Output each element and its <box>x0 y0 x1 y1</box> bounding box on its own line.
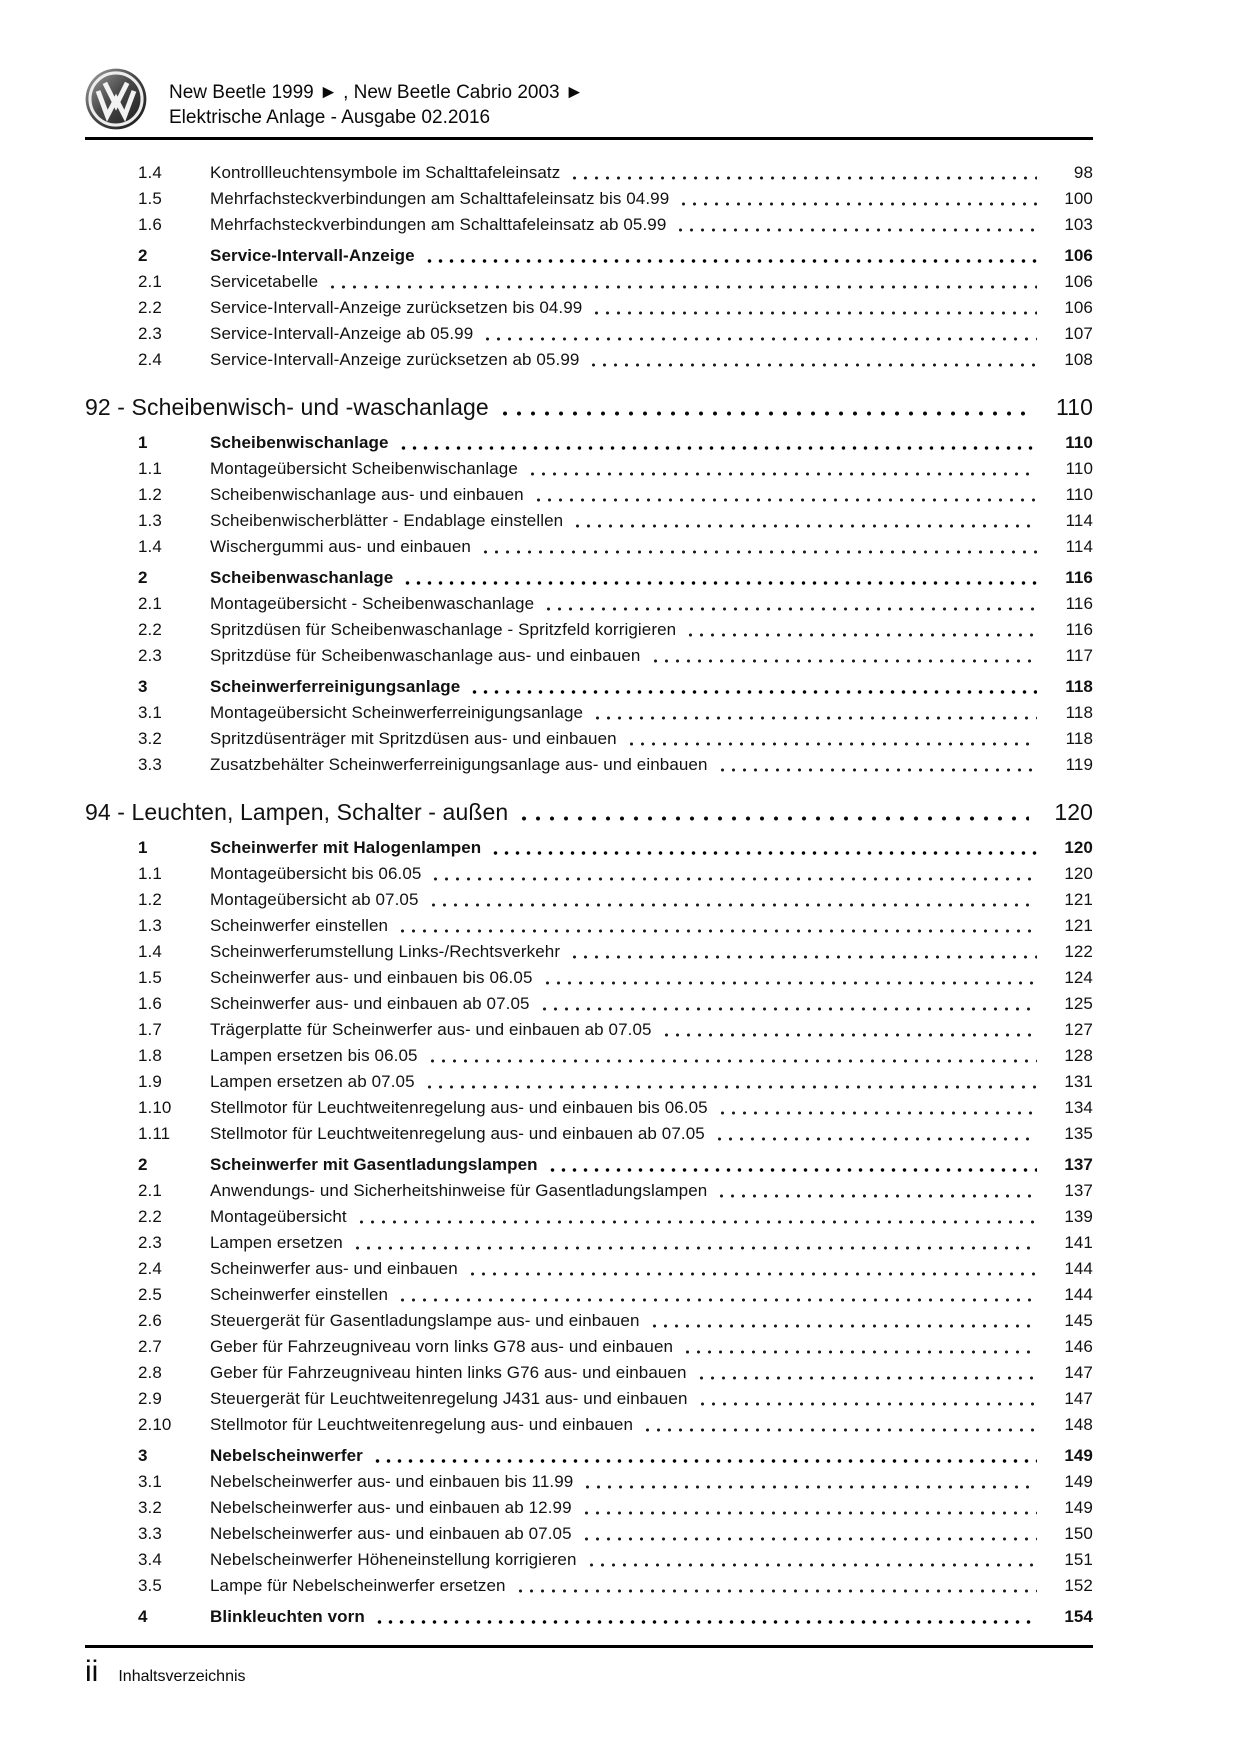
dot-leader <box>661 1017 1037 1043</box>
entry-title: Kontrollleuchtensymbole im Schalttafeleinsatz <box>210 163 561 182</box>
dot-leader <box>716 1178 1037 1204</box>
entry-page-number: 114 <box>1065 537 1093 556</box>
entry-number: 2.2 <box>138 1207 162 1226</box>
entry-page-number: 119 <box>1065 755 1093 774</box>
dot-leader <box>581 1521 1037 1547</box>
entry-page-number: 98 <box>1073 163 1093 182</box>
entry-number: 3.3 <box>138 755 162 774</box>
entry-page-number: 124 <box>1064 968 1093 987</box>
dot-leader <box>717 752 1037 778</box>
entry-page-number: 127 <box>1064 1020 1093 1039</box>
entry-page-number: 121 <box>1064 916 1093 935</box>
entry-number: 3.2 <box>138 1498 162 1517</box>
dot-leader <box>543 591 1037 617</box>
toc-entry <box>85 269 1093 295</box>
entry-title: Geber für Fahrzeugniveau hinten links G76 aus- und einbauen <box>210 1363 687 1382</box>
dot-leader <box>356 1204 1037 1230</box>
entry-number: 2.2 <box>138 298 162 317</box>
toc-entry <box>85 565 1093 591</box>
entry-title: Blinkleuchten vorn <box>210 1607 365 1626</box>
footer-page-number: ii <box>85 1655 99 1688</box>
toc-entry <box>85 1282 1093 1308</box>
entry-title: Scheinwerfer mit Gasentladungslampen <box>210 1155 538 1174</box>
entry-title: 94 - Leuchten, Lampen, Schalter - außen <box>85 799 509 825</box>
entry-number: 2.3 <box>138 324 162 343</box>
entry-page-number: 122 <box>1064 942 1093 961</box>
entry-number: 1.8 <box>138 1046 162 1065</box>
entry-number: 2 <box>138 246 148 265</box>
dot-leader <box>467 1256 1037 1282</box>
entry-title: Scheinwerfer mit Halogenlampen <box>210 838 482 857</box>
dot-leader <box>517 794 1029 830</box>
entry-number: 2.5 <box>138 1285 162 1304</box>
toc-chapter-entry <box>85 794 1093 830</box>
entry-number: 3 <box>138 1446 148 1465</box>
dot-leader <box>685 617 1037 643</box>
entry-number: 2.4 <box>138 1259 162 1278</box>
dot-leader <box>427 1043 1037 1069</box>
entry-number: 1.4 <box>138 163 162 182</box>
entry-page-number: 107 <box>1064 324 1093 343</box>
entry-title: Montageübersicht ab 07.05 <box>210 890 419 909</box>
toc-entry <box>85 1017 1093 1043</box>
dot-leader <box>581 1495 1037 1521</box>
page-header <box>85 68 1093 140</box>
entry-page-number: 106 <box>1064 272 1093 291</box>
toc-entry <box>85 1256 1093 1282</box>
entry-title: Nebelscheinwerfer <box>210 1446 363 1465</box>
dot-leader <box>480 534 1037 560</box>
entry-title: Scheinwerfer aus- und einbauen ab 07.05 <box>210 994 530 1013</box>
entry-number: 1.5 <box>138 968 162 987</box>
entry-page-number: 100 <box>1064 189 1093 208</box>
entry-title: Scheinwerfer aus- und einbauen bis 06.05 <box>210 968 533 987</box>
toc-entry <box>85 1604 1093 1630</box>
entry-page-number: 110 <box>1065 485 1093 504</box>
toc-entry <box>85 347 1093 373</box>
dot-leader <box>675 212 1037 238</box>
toc-entry <box>85 1495 1093 1521</box>
entry-title: Mehrfachsteckverbindungen am Schalttafeleinsatz ab 05.99 <box>210 215 667 234</box>
entry-title: Trägerplatte für Scheinwerfer aus- und einbauen ab 07.05 <box>210 1020 652 1039</box>
entry-page-number: 145 <box>1064 1311 1093 1330</box>
entry-number: 1.7 <box>138 1020 162 1039</box>
entry-number: 2.4 <box>138 350 162 369</box>
entry-number: 3.5 <box>138 1576 162 1595</box>
toc-entry <box>85 991 1093 1017</box>
entry-page-number: 149 <box>1064 1498 1093 1517</box>
entry-title: Wischergummi aus- und einbauen <box>210 537 471 556</box>
dot-leader <box>547 1152 1037 1178</box>
entry-title: Montageübersicht bis 06.05 <box>210 864 422 883</box>
toc-entry <box>85 508 1093 534</box>
entry-title: Stellmotor für Leuchtweitenregelung aus- und einbauen ab 07.05 <box>210 1124 705 1143</box>
toc-entry <box>85 212 1093 238</box>
toc-entry <box>85 1069 1093 1095</box>
entry-title: Nebelscheinwerfer aus- und einbauen bis 11.99 <box>210 1472 574 1491</box>
entry-title: Scheinwerfer einstellen <box>210 916 389 935</box>
toc-entry <box>85 591 1093 617</box>
entry-page-number: 131 <box>1064 1072 1093 1091</box>
dot-leader <box>527 456 1037 482</box>
entry-page-number: 148 <box>1064 1415 1093 1434</box>
entry-title: Service-Intervall-Anzeige zurücksetzen bis 04.99 <box>210 298 583 317</box>
entry-number: 2.8 <box>138 1363 162 1382</box>
toc-entry <box>85 430 1093 456</box>
entry-number: 3.2 <box>138 729 162 748</box>
dot-leader <box>714 1121 1037 1147</box>
toc-entry <box>85 1230 1093 1256</box>
dot-leader <box>649 1308 1037 1334</box>
dot-leader <box>428 887 1037 913</box>
entry-title: Nebelscheinwerfer Höheneinstellung korrigieren <box>210 1550 577 1569</box>
entry-number: 1.2 <box>138 890 162 909</box>
entry-title: Scheinwerfer aus- und einbauen <box>210 1259 458 1278</box>
dot-leader <box>650 643 1038 669</box>
toc-entry <box>85 700 1093 726</box>
entry-page-number: 116 <box>1065 620 1093 639</box>
entry-number: 2.2 <box>138 620 162 639</box>
entry-title: Nebelscheinwerfer aus- und einbauen ab 07.05 <box>210 1524 572 1543</box>
entry-number: 3.4 <box>138 1550 162 1569</box>
dot-leader <box>542 965 1038 991</box>
toc-entry <box>85 1204 1093 1230</box>
toc-entry <box>85 1178 1093 1204</box>
toc-entry <box>85 674 1093 700</box>
entry-page-number: 106 <box>1064 246 1093 265</box>
toc-entry <box>85 482 1093 508</box>
entry-number: 2.1 <box>138 272 162 291</box>
toc-entry <box>85 861 1093 887</box>
dot-leader <box>424 243 1037 269</box>
page-footer <box>85 1645 1093 1687</box>
entry-number: 1.6 <box>138 994 162 1013</box>
toc-entry <box>85 617 1093 643</box>
toc-entry <box>85 835 1093 861</box>
dot-leader <box>678 186 1037 212</box>
toc-entry <box>85 965 1093 991</box>
entry-page-number: 118 <box>1065 703 1093 722</box>
entry-number: 1.4 <box>138 537 162 556</box>
entry-title: Scheibenwaschanlage <box>210 568 394 587</box>
entry-title: Montageübersicht <box>210 1207 347 1226</box>
entry-number: 1.1 <box>138 864 162 883</box>
entry-page-number: 120 <box>1054 799 1093 825</box>
entry-title: Montageübersicht - Scheibenwaschanlage <box>210 594 535 613</box>
toc-entry <box>85 1095 1093 1121</box>
toc-entry <box>85 1412 1093 1438</box>
entry-number: 2.3 <box>138 1233 162 1252</box>
entry-page-number: 125 <box>1064 994 1093 1013</box>
header-model-line: New Beetle 1999 ► , New Beetle Cabrio 2003 ► <box>169 82 584 103</box>
dot-leader <box>398 430 1037 456</box>
entry-page-number: 110 <box>1056 394 1093 420</box>
toc-entry <box>85 1334 1093 1360</box>
entry-title: Spritzdüse für Scheibenwaschanlage aus- und einbauen <box>210 646 641 665</box>
entry-page-number: 146 <box>1064 1337 1093 1356</box>
entry-title: Spritzdüsen für Scheibenwaschanlage - Spritzfeld korrigieren <box>210 620 677 639</box>
dot-leader <box>482 321 1037 347</box>
entry-number: 1.11 <box>138 1124 171 1143</box>
toc-entry <box>85 186 1093 212</box>
entry-title: Scheibenwischanlage aus- und einbauen <box>210 485 524 504</box>
toc-entry <box>85 456 1093 482</box>
entry-number: 1.2 <box>138 485 162 504</box>
toc-entry <box>85 534 1093 560</box>
entry-page-number: 139 <box>1064 1207 1093 1226</box>
entry-title: Scheinwerferreinigungsanlage <box>210 677 461 696</box>
entry-page-number: 144 <box>1064 1259 1093 1278</box>
dot-leader <box>402 565 1037 591</box>
entry-title: Montageübersicht Scheinwerferreinigungsanlage <box>210 703 584 722</box>
entry-title: Montageübersicht Scheibenwischanlage <box>210 459 518 478</box>
entry-title: Zusatzbehälter Scheinwerferreinigungsanlage aus- und einbauen <box>210 755 708 774</box>
entry-title: Service-Intervall-Anzeige zurücksetzen ab 05.99 <box>210 350 580 369</box>
dot-leader <box>498 389 1029 425</box>
toc-entry <box>85 1043 1093 1069</box>
entry-page-number: 114 <box>1065 511 1093 530</box>
toc-entry <box>85 1121 1093 1147</box>
dot-leader <box>515 1573 1037 1599</box>
entry-page-number: 110 <box>1065 433 1093 452</box>
dot-leader <box>569 939 1037 965</box>
entry-page-number: 150 <box>1064 1524 1093 1543</box>
entry-page-number: 137 <box>1064 1155 1093 1174</box>
entry-page-number: 151 <box>1064 1550 1093 1569</box>
toc-entry <box>85 1152 1093 1178</box>
entry-number: 1.4 <box>138 942 162 961</box>
entry-number: 3.3 <box>138 1524 162 1543</box>
footer-section-label: Inhaltsverzeichnis <box>118 1668 246 1685</box>
toc-entry <box>85 1386 1093 1412</box>
entry-title: Scheibenwischanlage <box>210 433 389 452</box>
dot-leader <box>424 1069 1037 1095</box>
dot-leader <box>682 1334 1037 1360</box>
dot-leader <box>327 269 1037 295</box>
toc-entry <box>85 752 1093 778</box>
entry-number: 1.10 <box>138 1098 172 1117</box>
dot-leader <box>430 861 1037 887</box>
dot-leader <box>572 508 1037 534</box>
vw-logo-icon <box>85 68 147 130</box>
entry-page-number: 103 <box>1064 215 1093 234</box>
header-text-block <box>169 80 584 130</box>
toc-entry <box>85 1360 1093 1386</box>
entry-number: 3.1 <box>138 1472 162 1491</box>
toc-entry <box>85 913 1093 939</box>
entry-title: Stellmotor für Leuchtweitenregelung aus- und einbauen bis 06.05 <box>210 1098 708 1117</box>
entry-page-number: 147 <box>1064 1389 1093 1408</box>
entry-number: 3.1 <box>138 703 162 722</box>
toc-entry <box>85 1547 1093 1573</box>
dot-leader <box>591 295 1037 321</box>
entry-number: 2.6 <box>138 1311 162 1330</box>
toc-entry <box>85 726 1093 752</box>
entry-title: Lampen ersetzen <box>210 1233 343 1252</box>
entry-page-number: 137 <box>1064 1181 1093 1200</box>
toc-entry <box>85 643 1093 669</box>
entry-number: 1.6 <box>138 215 162 234</box>
dot-leader <box>626 726 1037 752</box>
toc-entry <box>85 1308 1093 1334</box>
dot-leader <box>696 1360 1037 1386</box>
entry-title: Anwendungs- und Sicherheitshinweise für Gasentladungslampen <box>210 1181 708 1200</box>
entry-page-number: 149 <box>1064 1446 1093 1465</box>
entry-title: Mehrfachsteckverbindungen am Schalttafeleinsatz bis 04.99 <box>210 189 670 208</box>
dot-leader <box>352 1230 1037 1256</box>
toc-list <box>85 160 1093 1630</box>
entry-page-number: 128 <box>1064 1046 1093 1065</box>
entry-number: 2 <box>138 1155 148 1174</box>
entry-page-number: 120 <box>1064 838 1093 857</box>
dot-leader <box>642 1412 1037 1438</box>
entry-number: 1 <box>138 838 148 857</box>
entry-page-number: 116 <box>1065 568 1093 587</box>
entry-page-number: 135 <box>1064 1124 1093 1143</box>
entry-title: Geber für Fahrzeugniveau vorn links G78 aus- und einbauen <box>210 1337 674 1356</box>
entry-number: 2 <box>138 568 148 587</box>
dot-leader <box>372 1443 1037 1469</box>
entry-title: Spritzdüsenträger mit Spritzdüsen aus- und einbauen <box>210 729 617 748</box>
toc-entry <box>85 321 1093 347</box>
entry-number: 1.5 <box>138 189 162 208</box>
entry-number: 1.1 <box>138 459 162 478</box>
entry-number: 2.3 <box>138 646 162 665</box>
entry-title: Steuergerät für Gasentladungslampe aus- und einbauen <box>210 1311 640 1330</box>
dot-leader <box>582 1469 1037 1495</box>
toc-entry <box>85 1443 1093 1469</box>
entry-title: Lampe für Nebelscheinwerfer ersetzen <box>210 1576 506 1595</box>
dot-leader <box>397 1282 1037 1308</box>
entry-number: 2.1 <box>138 1181 162 1200</box>
entry-page-number: 108 <box>1064 350 1093 369</box>
dot-leader <box>469 674 1037 700</box>
dot-leader <box>592 700 1037 726</box>
entry-page-number: 121 <box>1064 890 1093 909</box>
entry-page-number: 154 <box>1064 1607 1093 1626</box>
entry-page-number: 118 <box>1065 729 1093 748</box>
toc-entry <box>85 939 1093 965</box>
dot-leader <box>586 1547 1037 1573</box>
entry-number: 1.9 <box>138 1072 162 1091</box>
entry-page-number: 149 <box>1064 1472 1093 1491</box>
entry-title: Service-Intervall-Anzeige ab 05.99 <box>210 324 474 343</box>
entry-page-number: 117 <box>1065 646 1093 665</box>
dot-leader <box>490 835 1037 861</box>
toc-entry <box>85 1469 1093 1495</box>
entry-page-number: 144 <box>1064 1285 1093 1304</box>
entry-number: 1.3 <box>138 511 162 530</box>
entry-page-number: 116 <box>1065 594 1093 613</box>
dot-leader <box>533 482 1037 508</box>
toc-entry <box>85 243 1093 269</box>
entry-number: 4 <box>138 1607 148 1626</box>
entry-number: 2.1 <box>138 594 162 613</box>
entry-page-number: 141 <box>1064 1233 1093 1252</box>
toc-entry <box>85 887 1093 913</box>
toc-entry <box>85 1573 1093 1599</box>
toc-entry <box>85 160 1093 186</box>
toc-entry <box>85 1521 1093 1547</box>
dot-leader <box>539 991 1037 1017</box>
dot-leader <box>569 160 1037 186</box>
entry-title: Scheinwerferumstellung Links-/Rechtsverkehr <box>210 942 561 961</box>
dot-leader <box>588 347 1037 373</box>
entry-number: 2.7 <box>138 1337 162 1356</box>
entry-number: 1 <box>138 433 148 452</box>
entry-title: Scheibenwischerblätter - Endablage einstellen <box>210 511 564 530</box>
entry-page-number: 152 <box>1064 1576 1093 1595</box>
entry-page-number: 118 <box>1065 677 1093 696</box>
entry-number: 2.10 <box>138 1415 172 1434</box>
entry-title: Lampen ersetzen bis 06.05 <box>210 1046 418 1065</box>
entry-number: 1.3 <box>138 916 162 935</box>
dot-leader <box>374 1604 1037 1630</box>
entry-page-number: 106 <box>1064 298 1093 317</box>
entry-page-number: 110 <box>1065 459 1093 478</box>
entry-number: 3 <box>138 677 148 696</box>
entry-title: 92 - Scheibenwisch- und -waschanlage <box>85 394 489 420</box>
entry-title: Servicetabelle <box>210 272 319 291</box>
header-edition-line: Elektrische Anlage - Ausgabe 02.2016 <box>169 107 491 128</box>
dot-leader <box>397 913 1037 939</box>
toc-entry <box>85 295 1093 321</box>
entry-title: Nebelscheinwerfer aus- und einbauen ab 12.99 <box>210 1498 572 1517</box>
entry-title: Lampen ersetzen ab 07.05 <box>210 1072 415 1091</box>
entry-title: Steuergerät für Leuchtweitenregelung J431 aus- und einbauen <box>210 1389 688 1408</box>
entry-page-number: 147 <box>1064 1363 1093 1382</box>
entry-title: Service-Intervall-Anzeige <box>210 246 415 265</box>
entry-page-number: 120 <box>1064 864 1093 883</box>
entry-number: 2.9 <box>138 1389 162 1408</box>
entry-page-number: 134 <box>1064 1098 1093 1117</box>
dot-leader <box>697 1386 1037 1412</box>
toc-chapter-entry <box>85 389 1093 425</box>
dot-leader <box>717 1095 1037 1121</box>
entry-title: Stellmotor für Leuchtweitenregelung aus- und einbauen <box>210 1415 634 1434</box>
entry-title: Scheinwerfer einstellen <box>210 1285 389 1304</box>
